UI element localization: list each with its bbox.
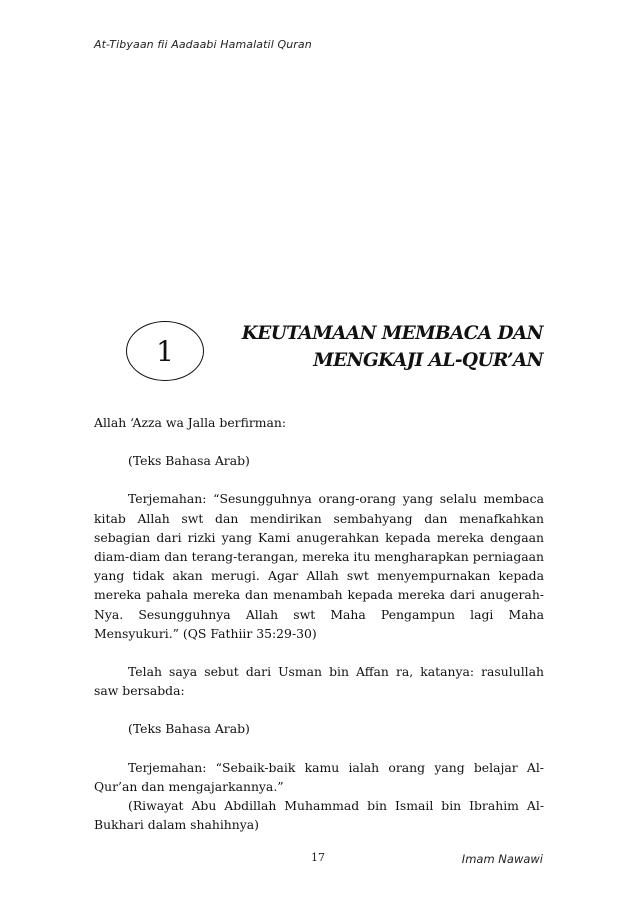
- paragraph-arabic-placeholder-1: (Teks Bahasa Arab): [128, 453, 250, 469]
- paragraph-translation-1: Terjemahan: “Sesungguhnya orang-orang yang selalu membaca kitab Allah swt dan mendirikan sembahyang dan menafkahkan sebagian dari rizki yang Kami anugerahkan kepada mereka dengaan diam-diam dan terang-terangan, mereka itu mengharapkan perniagaan yang tidak akan merugi. Agar Allah swt menyempurnakan kepada mereka pahala mereka dan menambah kepada mereka dari anugerah-Nya. Sesungguhnya Allah swt Maha Pengampun lagi Maha Mensyukuri.” (QS Fathiir 35:29-30): [94, 491, 544, 641]
- running-header: At-Tibyaan fii Aadaabi Hamalatil Quran: [94, 38, 312, 51]
- paragraph-hadith-intro: Telah saya sebut dari Usman bin Affan ra, katanya: rasulullah saw bersabda:: [94, 664, 544, 699]
- paragraph-arabic-placeholder-2: (Teks Bahasa Arab): [128, 721, 250, 737]
- chapter-number-oval: [126, 321, 204, 381]
- chapter-title-line-2: MENGKAJI AL-QUR’AN: [313, 350, 543, 371]
- chapter-number: 1: [156, 335, 174, 368]
- body-text: [94, 413, 544, 834]
- paragraph-narration: (Riwayat Abu Abdillah Muhammad bin Ismail bin Ibrahim Al-Bukhari dalam shahihnya): [94, 798, 544, 833]
- paragraph-translation-2: Terjemahan: “Sebaik-baik kamu ialah orang yang belajar Al-Qur’an dan mengajarkannya.”: [94, 759, 544, 794]
- page-number: 17: [311, 851, 325, 864]
- chapter-title: [242, 320, 543, 374]
- paragraph-intro: Allah ‘Azza wa Jalla berfirman:: [94, 415, 287, 430]
- footer-author: Imam Nawawi: [461, 852, 543, 866]
- chapter-title-line-1: KEUTAMAAN MEMBACA DAN: [241, 323, 543, 344]
